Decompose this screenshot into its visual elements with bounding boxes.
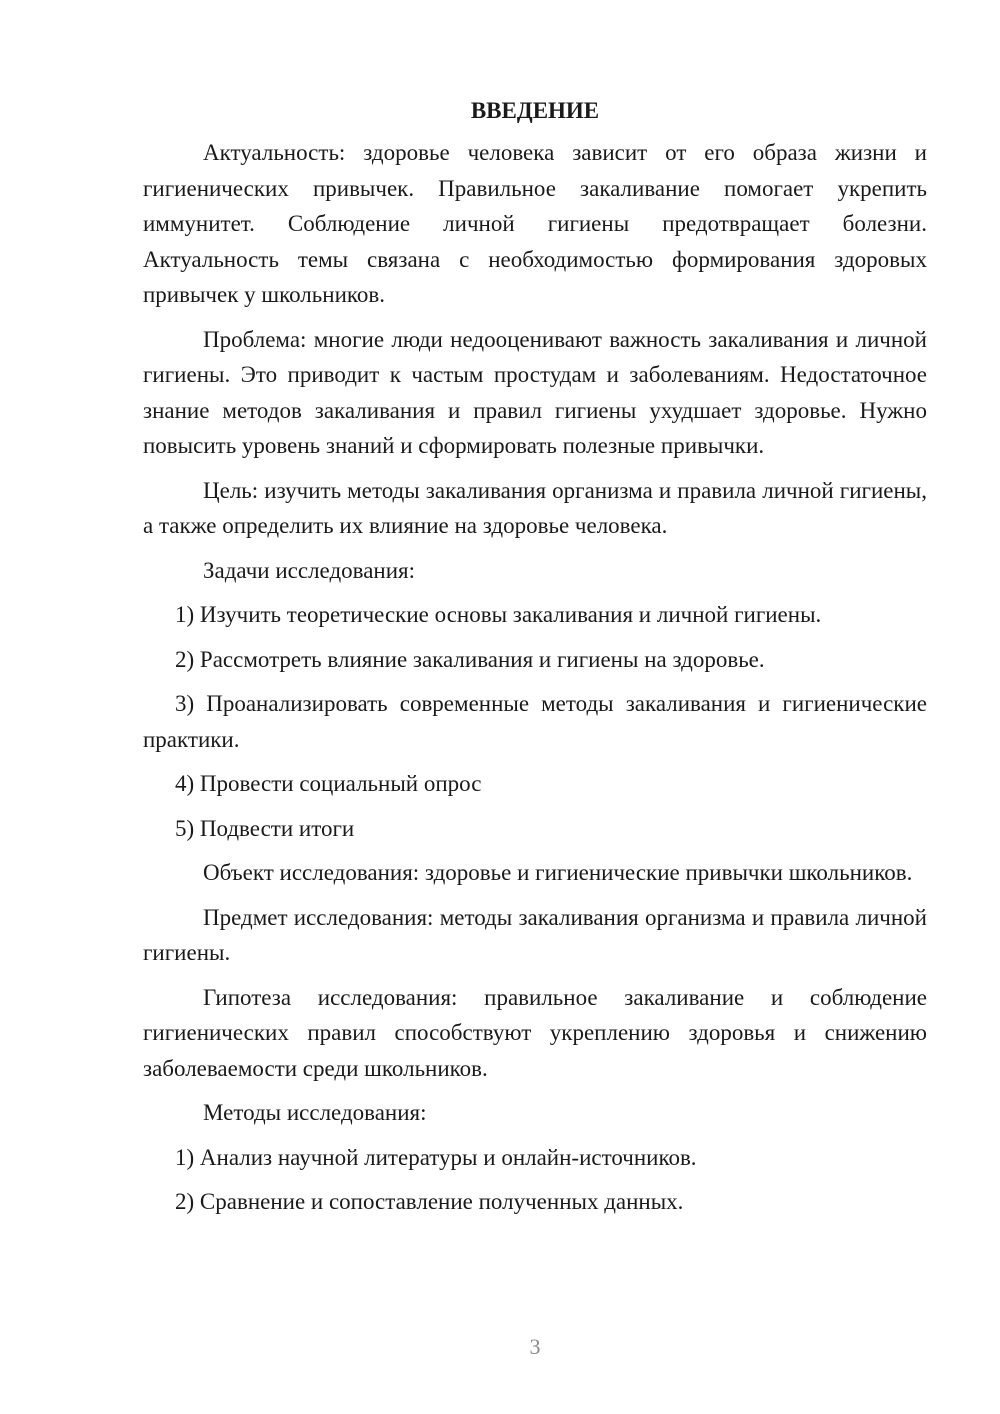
methods-heading: Методы исследования: [203, 1100, 427, 1125]
task-item: 5) Подвести итоги [175, 815, 355, 841]
task-item: 1) Изучить теоретические основы закаливания и личной гигиены. [175, 602, 822, 627]
task-item: 4) Провести социальный опрос [175, 771, 482, 796]
object-paragraph: Объект исследования: здоровье и гигиенические привычки школьников. [203, 860, 913, 885]
tasks-heading: Задачи исследования: [203, 557, 416, 583]
document-page [143, 93, 927, 1229]
relevance-paragraph: Актуальность: здоровье человека зависит от его образа жизни и гигиенических привычек. Правильное закаливание помогает укрепить иммунитет. Соблюдение личной гигиены предотвращает болезни. Актуальность темы связана с необходимостью формирования здоровых привычек у школьников. [143, 140, 927, 307]
page-number: 3 [529, 1334, 541, 1359]
hypothesis-paragraph: Гипотеза исследования: правильное закаливание и соблюдение гигиенических правил способствуют укреплению здоровья и снижению заболеваемости среди школьников. [143, 984, 927, 1081]
goal-paragraph: Цель: изучить методы закаливания организма и правила личной гигиены, а также определить их влияние на здоровье человека. [143, 477, 927, 538]
problem-paragraph: Проблема: многие люди недооценивают важность закаливания и личной гигиены. Это приводит к частым простудам и заболеваниям. Недостаточное знание методов закаливания и правил гигиены ухудшает здоровье. Нужно повысить уровень знаний и сформировать полезные привычки. [143, 326, 927, 458]
section-title: ВВЕДЕНИЕ [470, 98, 600, 123]
method-item: 1) Анализ научной литературы и онлайн-источников. [175, 1144, 697, 1170]
task-item: 3) Проанализировать современные методы закаливания и гигиенические практики. [143, 691, 927, 752]
method-item: 2) Сравнение и сопоставление полученных данных. [175, 1189, 684, 1214]
subject-paragraph: Предмет исследования: методы закаливания организма и правила личной гигиены. [143, 904, 927, 965]
task-item: 2) Рассмотреть влияние закаливания и гигиены на здоровье. [175, 646, 765, 672]
